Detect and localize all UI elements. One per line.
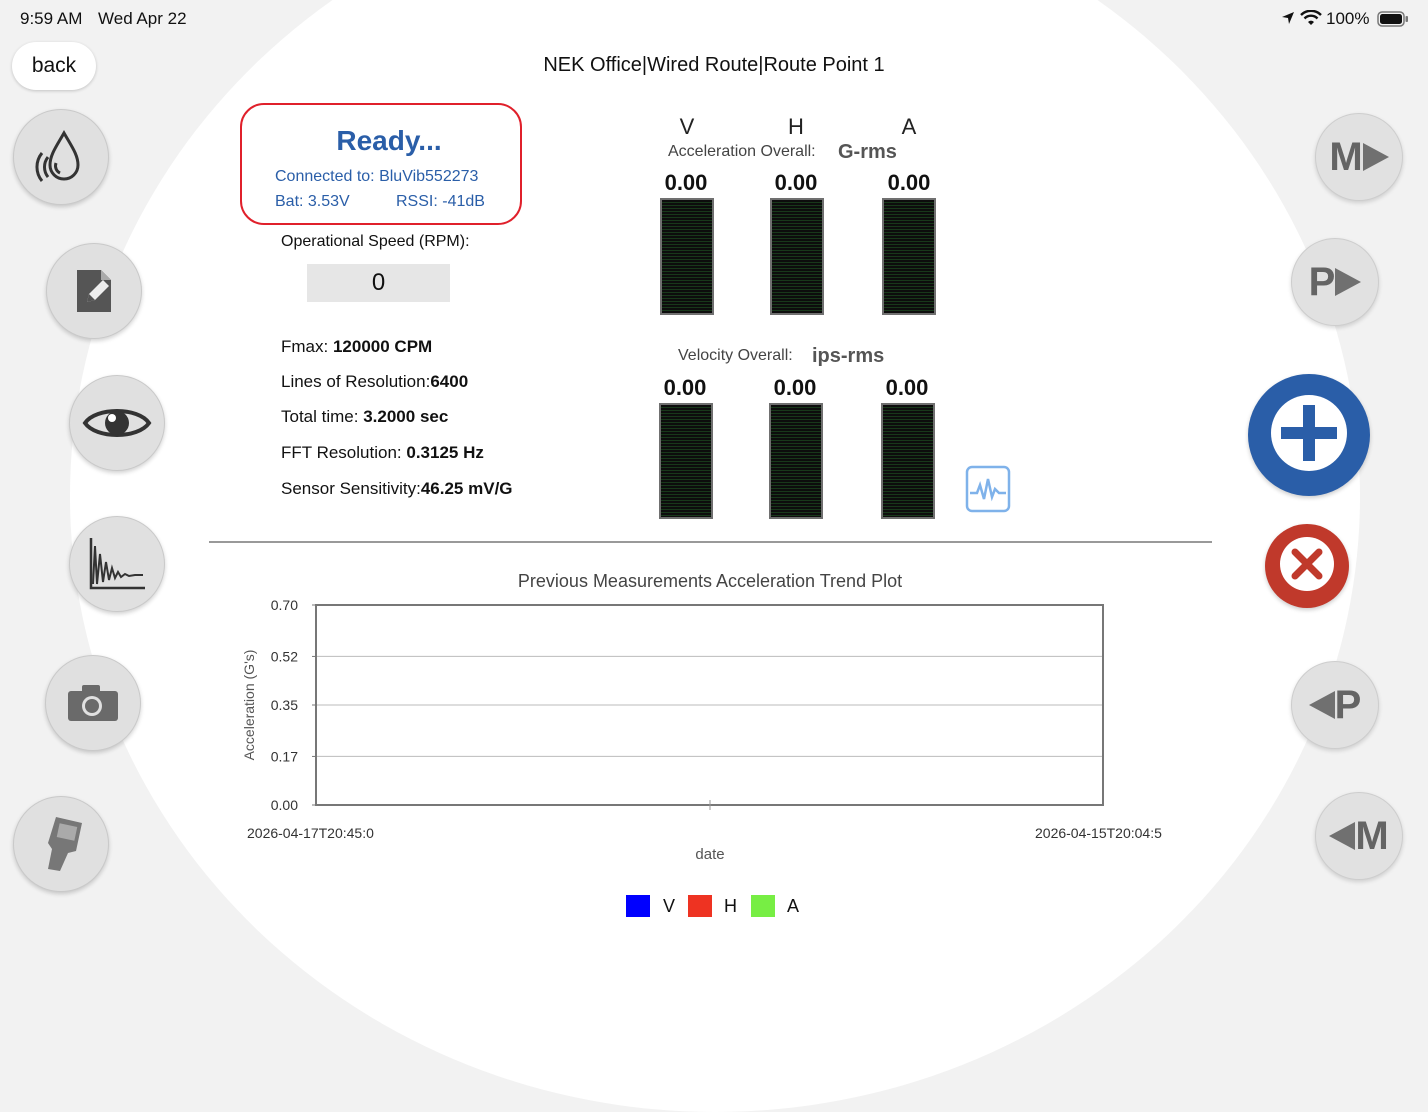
device-button[interactable] [13, 796, 109, 892]
arrow-left-icon [1309, 691, 1335, 719]
close-icon [1275, 532, 1339, 601]
chart-x-axis-label: date [695, 846, 725, 863]
status-date: Wed Apr 22 [98, 9, 187, 28]
arrow-right-icon [1363, 143, 1389, 171]
camera-button[interactable] [45, 655, 141, 751]
ready-status: Ready... [336, 125, 442, 156]
location-icon [1281, 11, 1295, 30]
chart-y-tick-label: 0.00 [270, 797, 298, 813]
param-fft-resolution: FFT Resolution: 0.3125 Hz [281, 443, 484, 462]
next-machine-button[interactable] [1315, 113, 1403, 201]
next-machine-letter: M [1329, 134, 1363, 179]
velocity-unit: ips-rms [812, 345, 885, 367]
speed-input[interactable]: 0 [307, 264, 450, 302]
legend-label-a: A [787, 896, 800, 916]
chart-y-tick-label: 0.70 [270, 597, 298, 613]
prev-machine-button[interactable] [1315, 792, 1403, 880]
section-divider [209, 541, 1212, 543]
chart-y-tick-label: 0.17 [270, 748, 298, 765]
velocity-label: Velocity Overall: [678, 347, 793, 364]
velocity-value-v: 0.00 [663, 375, 707, 400]
page-title: NEK Office|Wired Route|Route Point 1 [543, 54, 885, 76]
param-fmax: Fmax: 120000 CPM [281, 337, 433, 356]
plus-icon [1261, 385, 1357, 486]
battery-voltage: Bat: 3.53V [275, 193, 350, 210]
acceleration-bar-a [882, 198, 936, 315]
chart-x-tick-end: 2026-04-15T20:04:5 [1035, 825, 1162, 841]
acceleration-value-v: 0.00 [664, 170, 708, 195]
velocity-bar-a [881, 403, 935, 519]
next-point-letter: P [1308, 259, 1336, 304]
axis-a-label: A [901, 114, 917, 139]
cancel-measurement-button[interactable] [1265, 524, 1349, 608]
prev-point-letter: P [1334, 682, 1362, 727]
param-sensitivity: Sensor Sensitivity:46.25 mV/G [281, 479, 513, 498]
axis-h-label: H [788, 114, 804, 139]
chart-y-tick-label: 0.52 [270, 648, 298, 665]
battery-icon [1377, 11, 1409, 32]
prev-point-button[interactable] [1291, 661, 1379, 749]
param-total-time: Total time: 3.2000 sec [281, 407, 449, 426]
param-lines: Lines of Resolution:6400 [281, 372, 469, 391]
speed-label: Operational Speed (RPM): [281, 233, 470, 250]
connected-to-label: Connected to: BluVib552273 [275, 168, 479, 185]
velocity-bar-h [769, 403, 823, 519]
back-button[interactable]: back [12, 42, 96, 90]
legend-swatch-a [751, 895, 775, 917]
waveform-chart-icon [87, 536, 147, 592]
velocity-value-a: 0.00 [885, 375, 929, 400]
velocity-value-h: 0.00 [773, 375, 817, 400]
camera-icon [66, 683, 120, 723]
rssi-value: RSSI: -41dB [396, 193, 485, 210]
add-measurement-button[interactable] [1248, 374, 1370, 496]
wifi-icon [1300, 10, 1322, 31]
chart-y-axis-label: Acceleration (G's) [241, 649, 257, 761]
acceleration-unit: G-rms [838, 141, 897, 163]
status-time: 9:59 AM [20, 9, 83, 28]
note-edit-icon [69, 266, 119, 316]
waveform-button[interactable] [965, 465, 1011, 513]
legend-label-v: V [663, 896, 676, 916]
waveform-icon [965, 500, 1011, 517]
axis-v-label: V [679, 114, 695, 139]
velocity-bar-v [659, 403, 713, 519]
water-drop-icon [34, 127, 88, 187]
chart-x-tick-start: 2026-04-17T20:45:0 [247, 825, 374, 841]
arrow-right-icon [1335, 268, 1361, 296]
acceleration-label: Acceleration Overall: [668, 143, 816, 160]
notes-button[interactable] [46, 243, 142, 339]
chart-title: Previous Measurements Acceleration Trend Plot [517, 571, 903, 591]
arrow-left-icon [1329, 822, 1355, 850]
spectrum-button[interactable] [69, 516, 165, 612]
acceleration-bar-h [770, 198, 824, 315]
view-button[interactable] [69, 375, 165, 471]
acceleration-bar-v [660, 198, 714, 315]
trend-chart [230, 595, 1190, 915]
acceleration-value-h: 0.00 [774, 170, 818, 195]
drop-button[interactable] [13, 109, 109, 205]
legend-swatch-v [626, 895, 650, 917]
prev-machine-letter: M [1355, 813, 1389, 858]
legend-swatch-h [688, 895, 712, 917]
handheld-device-icon [34, 813, 88, 875]
legend-label-h: H [724, 896, 737, 916]
next-point-button[interactable] [1291, 238, 1379, 326]
battery-percent: 100% [1326, 9, 1370, 28]
chart-y-tick-label: 0.35 [270, 697, 298, 713]
chart-grid [316, 656, 1103, 756]
acceleration-value-a: 0.00 [887, 170, 931, 195]
eye-icon [82, 403, 152, 443]
